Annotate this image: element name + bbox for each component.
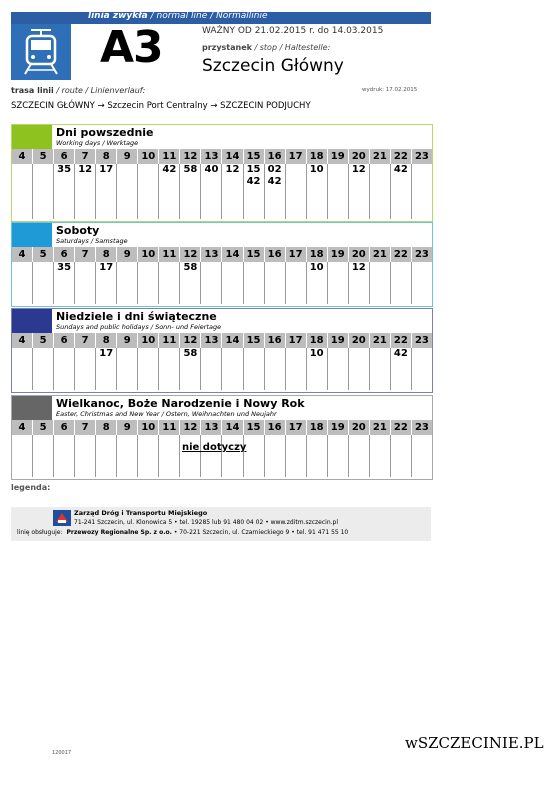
- hour-cell: 16: [265, 420, 286, 435]
- hour-cell: 13: [201, 420, 222, 435]
- minutes-column: [286, 262, 307, 304]
- minutes-column: [265, 262, 286, 304]
- hour-cell: 9: [117, 247, 138, 262]
- departure-minute: 17: [99, 348, 114, 359]
- minutes-column: [117, 435, 138, 477]
- minutes-column: [222, 348, 243, 390]
- hour-cell: 6: [54, 247, 75, 262]
- hour-cell: 11: [159, 247, 180, 262]
- departure-minute: 02: [267, 164, 282, 175]
- hours-row: [12, 333, 432, 348]
- minutes-column: [328, 348, 349, 390]
- departure-minute: 58: [183, 348, 198, 359]
- hour-cell: 6: [54, 149, 75, 164]
- minutes-column: [265, 435, 286, 477]
- minutes-column: [349, 348, 370, 390]
- minutes-column: [222, 164, 243, 219]
- minutes-column: [328, 435, 349, 477]
- hour-cell: 15: [244, 149, 265, 164]
- minutes-column: [117, 348, 138, 390]
- hour-cell: 22: [391, 247, 412, 262]
- zditm-logo-icon: [53, 510, 71, 526]
- minutes-column: [201, 348, 222, 390]
- hour-cell: 20: [349, 333, 370, 348]
- minutes-row: [12, 348, 432, 390]
- line-number: A3: [100, 22, 163, 73]
- minutes-column: [117, 164, 138, 219]
- hour-cell: 14: [222, 420, 243, 435]
- timetable-section: [11, 124, 433, 222]
- hour-cell: 12: [180, 149, 201, 164]
- minutes-column: [54, 435, 75, 477]
- departure-minute: 35: [57, 262, 72, 273]
- hour-cell: 7: [75, 247, 96, 262]
- minutes-column: [75, 262, 96, 304]
- hour-cell: 20: [349, 247, 370, 262]
- minutes-column: [244, 164, 265, 219]
- hour-cell: 20: [349, 149, 370, 164]
- hour-cell: 21: [370, 149, 391, 164]
- stop-name: Szczecin Główny: [202, 56, 344, 76]
- hour-cell: 7: [75, 333, 96, 348]
- hour-cell: 17: [286, 420, 307, 435]
- minutes-column: [12, 262, 33, 304]
- minutes-column: [412, 164, 432, 219]
- hour-cell: 5: [33, 247, 54, 262]
- hour-cell: 16: [265, 247, 286, 262]
- minutes-column: [12, 164, 33, 219]
- minutes-column: [159, 164, 180, 219]
- section-header: [12, 396, 432, 420]
- hour-cell: 13: [201, 247, 222, 262]
- minutes-column: [370, 348, 391, 390]
- departure-minute: 17: [99, 262, 114, 273]
- hour-cell: 10: [138, 333, 159, 348]
- timetable-section: [11, 308, 433, 393]
- minutes-column: [180, 262, 201, 304]
- hour-cell: 19: [328, 149, 349, 164]
- minutes-column: [349, 435, 370, 477]
- minutes-column: [370, 435, 391, 477]
- line-type-en: / normal line / Normallinie: [150, 11, 268, 21]
- hour-cell: 12: [180, 247, 201, 262]
- section-color-swatch: [12, 223, 52, 247]
- departure-minute: 35: [57, 164, 72, 175]
- minutes-column: [391, 348, 412, 390]
- minutes-column: [349, 262, 370, 304]
- train-icon: [11, 24, 71, 80]
- footer-info: [11, 507, 431, 541]
- legend-label: legenda:: [11, 483, 51, 492]
- minutes-column: [180, 348, 201, 390]
- hour-cell: 23: [414, 335, 429, 346]
- minutes-column: [138, 348, 159, 390]
- departure-minute: 15: [246, 164, 261, 175]
- minutes-column: [391, 164, 412, 219]
- hour-cell: 17: [286, 333, 307, 348]
- hour-cell: 8: [96, 420, 117, 435]
- minutes-column: [117, 262, 138, 304]
- hour-cell: 13: [201, 149, 222, 164]
- minutes-column: [96, 262, 117, 304]
- hour-cell: 12: [180, 333, 201, 348]
- section-header: [12, 309, 432, 333]
- hour-cell: 11: [159, 420, 180, 435]
- minutes-column: [33, 262, 54, 304]
- minutes-column: [75, 164, 96, 219]
- hours-row: [12, 420, 432, 435]
- minutes-column: [412, 348, 432, 390]
- hour-cell: 19: [328, 247, 349, 262]
- stop-label: przystanek / stop / Haltestelle:: [202, 43, 331, 52]
- hour-cell: 4: [12, 247, 33, 262]
- section-subtitle: Saturdays / Samstage: [56, 237, 128, 245]
- hour-cell: 18: [307, 333, 328, 348]
- hour-cell: 7: [75, 149, 96, 164]
- hour-cell: 4: [12, 333, 33, 348]
- minutes-column: [286, 435, 307, 477]
- departure-minute: 58: [183, 164, 198, 175]
- departure-minute: 10: [309, 348, 324, 359]
- hour-cell: 18: [307, 247, 328, 262]
- hour-cell: 6: [54, 333, 75, 348]
- hour-cell: 15: [244, 247, 265, 262]
- minutes-column: [159, 348, 180, 390]
- print-date: wydruk: 17.02.2015: [362, 87, 418, 93]
- hour-cell: 21: [370, 333, 391, 348]
- hour-cell: 22: [391, 149, 412, 164]
- departure-minute: 12: [225, 164, 240, 175]
- hours-row: [12, 149, 432, 164]
- minutes-column: [349, 164, 370, 219]
- minutes-column: [286, 164, 307, 219]
- minutes-column: [244, 348, 265, 390]
- hour-cell: 23: [414, 151, 429, 162]
- minutes-column: [307, 348, 328, 390]
- hour-cell: 12: [180, 420, 201, 435]
- minutes-column: [138, 164, 159, 219]
- departure-minute: 42: [267, 176, 282, 187]
- departure-minute: 58: [183, 262, 198, 273]
- hour-cell: 10: [138, 149, 159, 164]
- line-type-bar: [11, 12, 431, 24]
- hour-cell: 8: [96, 149, 117, 164]
- section-subtitle: Working days / Werktage: [56, 139, 139, 147]
- hour-cell: 15: [244, 333, 265, 348]
- minutes-column: [54, 262, 75, 304]
- departure-minute: 42: [393, 348, 408, 359]
- hour-cell: 16: [265, 149, 286, 164]
- minutes-column: [54, 348, 75, 390]
- org-address: 71-241 Szczecin, ul. Klonowica 5 • tel. 19285 lub 91 480 04 02 • www.zditm.szczecin.pl: [74, 519, 339, 526]
- minutes-row: [12, 262, 432, 304]
- departure-minute: 42: [393, 164, 408, 175]
- minutes-column: [159, 435, 180, 477]
- section-title: Dni powszednie: [56, 126, 154, 139]
- hour-cell: 14: [222, 247, 243, 262]
- departure-minute: 17: [99, 164, 114, 175]
- departure-minute: 40: [204, 164, 219, 175]
- route-label: trasa linii / route / Linienverlauf:: [11, 86, 146, 95]
- hour-cell: 18: [307, 420, 328, 435]
- hour-cell: 23: [414, 422, 429, 433]
- section-color-swatch: [12, 309, 52, 333]
- minutes-column: [201, 164, 222, 219]
- minutes-column: [370, 262, 391, 304]
- hour-cell: 16: [265, 333, 286, 348]
- hour-cell: 5: [33, 420, 54, 435]
- minutes-column: [96, 164, 117, 219]
- section-title: Wielkanoc, Boże Narodzenie i Nowy Rok: [56, 397, 305, 410]
- minutes-column: [222, 262, 243, 304]
- departure-minute: 12: [351, 164, 366, 175]
- minutes-column: [286, 348, 307, 390]
- hour-cell: 19: [328, 333, 349, 348]
- departure-minute: 12: [351, 262, 366, 273]
- hours-row: [12, 247, 432, 262]
- minutes-column: [265, 348, 286, 390]
- org-name: Zarząd Dróg i Transportu Miejskiego: [74, 509, 208, 517]
- departure-minute: 10: [309, 164, 324, 175]
- minutes-column: [33, 435, 54, 477]
- validity-dates: WAŻNY OD 21.02.2015 r. do 14.03.2015: [202, 26, 384, 36]
- brand-watermark: wSZCZECINIE.PL: [405, 734, 544, 752]
- minutes-column: [12, 435, 33, 477]
- section-title: Soboty: [56, 224, 100, 237]
- minutes-column: [33, 348, 54, 390]
- hour-cell: 9: [117, 149, 138, 164]
- section-color-swatch: [12, 125, 52, 149]
- hour-cell: 17: [286, 247, 307, 262]
- hour-cell: 4: [12, 149, 33, 164]
- section-header: [12, 125, 432, 149]
- minutes-column: [391, 435, 412, 477]
- minutes-column: [138, 435, 159, 477]
- operator-name: Przewozy Regionalne Sp. z o.o.: [66, 529, 172, 536]
- departure-minute: 12: [78, 164, 93, 175]
- minutes-column: [391, 262, 412, 304]
- hour-cell: 14: [222, 333, 243, 348]
- minutes-column: [307, 435, 328, 477]
- hour-cell: 5: [33, 333, 54, 348]
- minutes-column: [33, 164, 54, 219]
- minutes-column: [201, 262, 222, 304]
- hour-cell: 8: [96, 333, 117, 348]
- departure-minute: 42: [246, 176, 261, 187]
- hour-cell: 10: [138, 420, 159, 435]
- hour-cell: 13: [201, 333, 222, 348]
- section-header: [12, 223, 432, 247]
- hour-cell: 9: [117, 420, 138, 435]
- minutes-column: [328, 164, 349, 219]
- hour-cell: 22: [391, 333, 412, 348]
- section-subtitle: Sundays and public holidays / Sonn- und Feiertage: [56, 323, 222, 331]
- document-code: 120017: [52, 750, 72, 756]
- section-color-swatch: [12, 396, 52, 420]
- hour-cell: 6: [54, 420, 75, 435]
- minutes-row: [12, 164, 432, 219]
- minutes-column: [75, 435, 96, 477]
- departure-minute: 10: [309, 262, 324, 273]
- hour-cell: 4: [12, 420, 33, 435]
- hour-cell: 8: [96, 247, 117, 262]
- minutes-column: [138, 262, 159, 304]
- hour-cell: 23: [414, 249, 429, 260]
- minutes-column: [54, 164, 75, 219]
- section-subtitle: Easter, Christmas and New Year / Ostern, Weihnachten und Neujahr: [56, 410, 277, 418]
- hour-cell: 7: [75, 420, 96, 435]
- hour-cell: 21: [370, 247, 391, 262]
- hour-cell: 11: [159, 333, 180, 348]
- hour-cell: 18: [307, 149, 328, 164]
- minutes-column: [307, 164, 328, 219]
- not-applicable-note: nie dotyczy: [182, 442, 247, 453]
- hour-cell: 10: [138, 247, 159, 262]
- timetable-section: [11, 395, 433, 480]
- minutes-column: [307, 262, 328, 304]
- minutes-column: [244, 262, 265, 304]
- hour-cell: 11: [159, 149, 180, 164]
- hour-cell: 15: [244, 420, 265, 435]
- hour-cell: 22: [391, 420, 412, 435]
- line-type-pl: linia zwykła: [88, 11, 148, 21]
- timetable-section: [11, 222, 433, 307]
- minutes-column: [180, 164, 201, 219]
- hour-cell: 14: [222, 149, 243, 164]
- minutes-column: [159, 262, 180, 304]
- route-description: SZCZECIN GŁÓWNY → Szczecin Port Centralny → SZCZECIN PODJUCHY: [11, 101, 311, 111]
- minutes-column: [265, 164, 286, 219]
- section-title: Niedziele i dni świąteczne: [56, 310, 217, 323]
- minutes-column: [412, 435, 432, 477]
- minutes-column: [328, 262, 349, 304]
- minutes-column: [12, 348, 33, 390]
- minutes-column: [96, 348, 117, 390]
- operator-line: linię obsługuje: Przewozy Regionalne Sp. z o.o. • 70-221 Szczecin, ul. Czarnieckiego 9 • tel. 91 471 55 10: [17, 529, 349, 536]
- hour-cell: 20: [349, 420, 370, 435]
- minutes-column: [244, 435, 265, 477]
- hour-cell: 19: [328, 420, 349, 435]
- departure-minute: 42: [162, 164, 177, 175]
- minutes-column: [75, 348, 96, 390]
- hour-cell: 21: [370, 420, 391, 435]
- hour-cell: 5: [33, 149, 54, 164]
- hour-cell: 17: [286, 149, 307, 164]
- hour-cell: 9: [117, 333, 138, 348]
- minutes-column: [370, 164, 391, 219]
- minutes-column: [412, 262, 432, 304]
- minutes-column: [96, 435, 117, 477]
